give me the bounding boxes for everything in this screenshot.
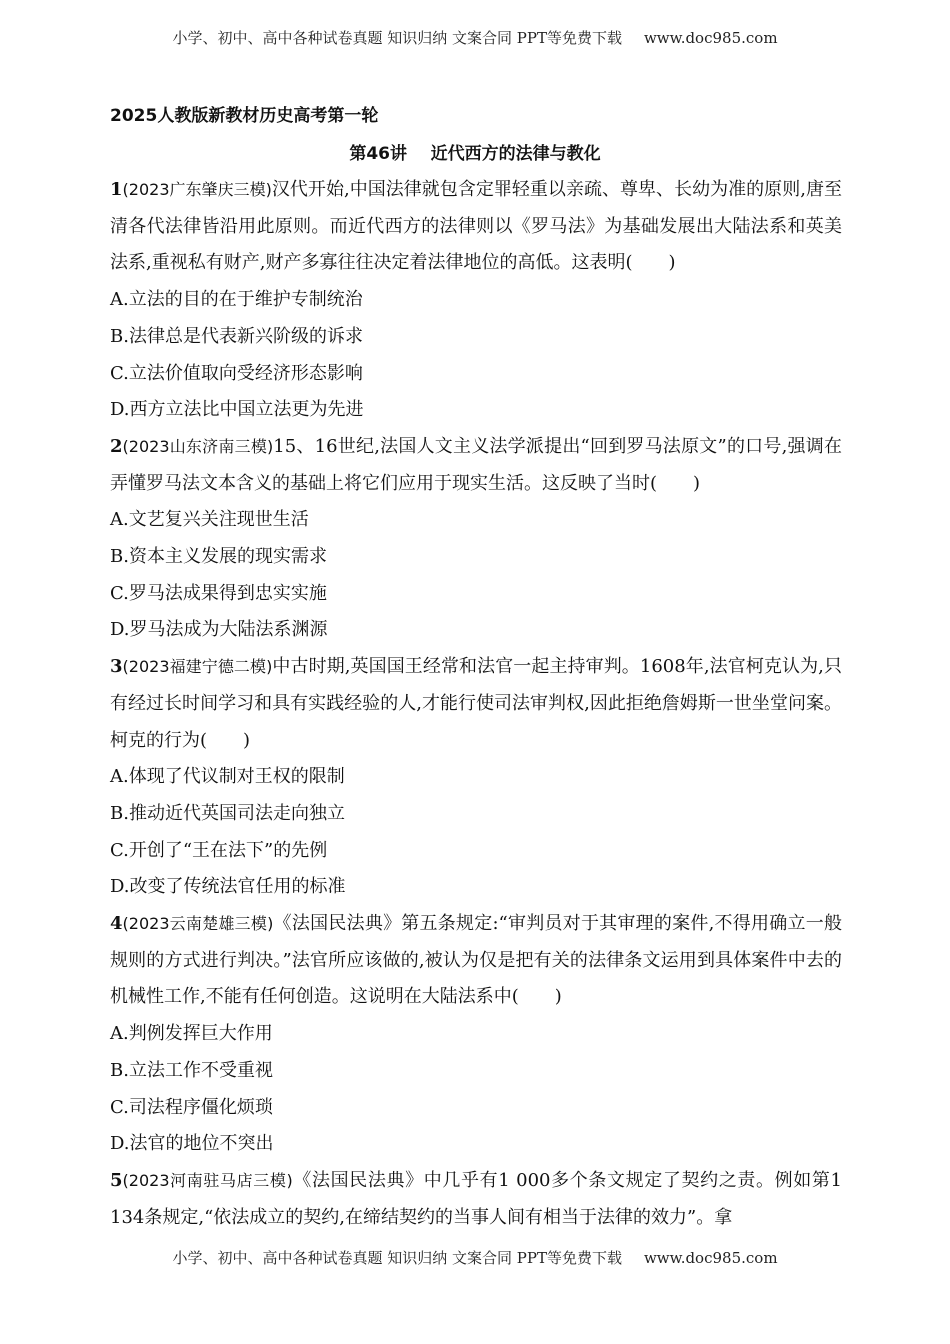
header-url[interactable]: www.doc985.com [643, 29, 778, 47]
question-number: 1 [110, 179, 123, 200]
question-stem [110, 429, 842, 502]
option-b[interactable]: B.法律总是代表新兴阶级的诉求 [110, 325, 363, 347]
option-c[interactable]: C.罗马法成果得到忠实实施 [110, 582, 327, 604]
question-source: (2023山东济南三模) [122, 436, 274, 456]
option-b[interactable]: B.资本主义发展的现实需求 [110, 546, 327, 568]
question-source: (2023河南驻马店三模) [122, 1170, 293, 1190]
question-source: (2023云南楚雄三模) [122, 914, 274, 934]
option-a[interactable]: A.体现了代议制对王权的限制 [110, 766, 345, 788]
question-stem [110, 906, 842, 1016]
question-text: 中古时期,英国国王经常和法官一起主持审判。1608年,法官柯克认为,只有经过长时间学习和具有实践经验的人,才能行使司法审判权,因此拒绝詹姆斯一世坐堂问案。柯克的行为( ) [110, 656, 842, 751]
option-d[interactable]: D.罗马法成为大陆法系渊源 [110, 619, 328, 641]
question-text: 《法国民法典》中几乎有1 000多个条文规定了契约之责。例如第1 134条规定,“依法成立的契约,在缔结契约的当事人间有相当于法律的效力”。拿 [110, 1169, 842, 1228]
question-5 [110, 1163, 842, 1236]
option-b[interactable]: B.立法工作不受重视 [110, 1059, 273, 1081]
option-a[interactable]: A.判例发挥巨大作用 [110, 1023, 273, 1045]
question-list [110, 172, 842, 1236]
page-footer [0, 1247, 950, 1268]
option-a[interactable]: A.文艺复兴关注现世生活 [110, 509, 309, 531]
question-4 [110, 906, 842, 1163]
option-b[interactable]: B.推动近代英国司法走向独立 [110, 802, 345, 824]
question-3 [110, 649, 842, 906]
option-c[interactable]: C.司法程序僵化烦琐 [110, 1096, 273, 1118]
page-header [0, 27, 950, 48]
option-d[interactable]: D.改变了传统法官任用的标准 [110, 876, 346, 898]
option-c[interactable]: C.开创了“王在法下”的先例 [110, 839, 328, 861]
header-text: 小学、初中、高中各种试卷真题 知识归纳 文案合同 PPT等免费下载 [172, 29, 622, 47]
option-d[interactable]: D.西方立法比中国立法更为先进 [110, 399, 364, 421]
question-source: (2023福建宁德二模) [122, 657, 273, 677]
question-text: 汉代开始,中国法律就包含定罪轻重以亲疏、尊卑、长幼为准的原则,唐至清各代法律皆沿用此原则。而近代西方的法律则以《罗马法》为基础发展出大陆法系和英美法系,重视私有财产,财产多寡往往决定着法律地位的高低。这表明( ) [110, 179, 842, 274]
question-stem [110, 172, 842, 282]
doc-series: 2025人教版新教材历史高考第一轮 [110, 106, 379, 126]
question-1 [110, 172, 842, 429]
question-number: 4 [110, 913, 123, 935]
question-number: 5 [110, 1169, 123, 1191]
question-number: 3 [110, 656, 123, 678]
question-stem [110, 1163, 842, 1236]
option-d[interactable]: D.法官的地位不突出 [110, 1133, 274, 1155]
question-number: 2 [110, 435, 123, 457]
footer-url[interactable]: www.doc985.com [643, 1249, 778, 1267]
option-c[interactable]: C.立法价值取向受经济形态影响 [110, 362, 363, 384]
question-text: 《法国民法典》第五条规定:“审判员对于其审理的案件,不得用确立一般规则的方式进行判决。”法官所应该做的,被认为仅是把有关的法律条文运用到具体案件中去的机械性工作,不能有任何创造。这说明在大陆法系中( ) [110, 913, 842, 1008]
question-2 [110, 429, 842, 649]
question-source: (2023广东肇庆三模) [122, 180, 272, 199]
footer-text: 小学、初中、高中各种试卷真题 知识归纳 文案合同 PPT等免费下载 [172, 1249, 622, 1267]
question-stem [110, 649, 842, 759]
question-text: 15、16世纪,法国人文主义法学派提出“回到罗马法原文”的口号,强调在弄懂罗马法文本含义的基础上将它们应用于现实生活。这反映了当时( ) [110, 435, 842, 494]
page-title: 第46讲 近代西方的法律与教化 [349, 144, 601, 164]
option-a[interactable]: A.立法的目的在于维护专制统治 [110, 289, 363, 311]
